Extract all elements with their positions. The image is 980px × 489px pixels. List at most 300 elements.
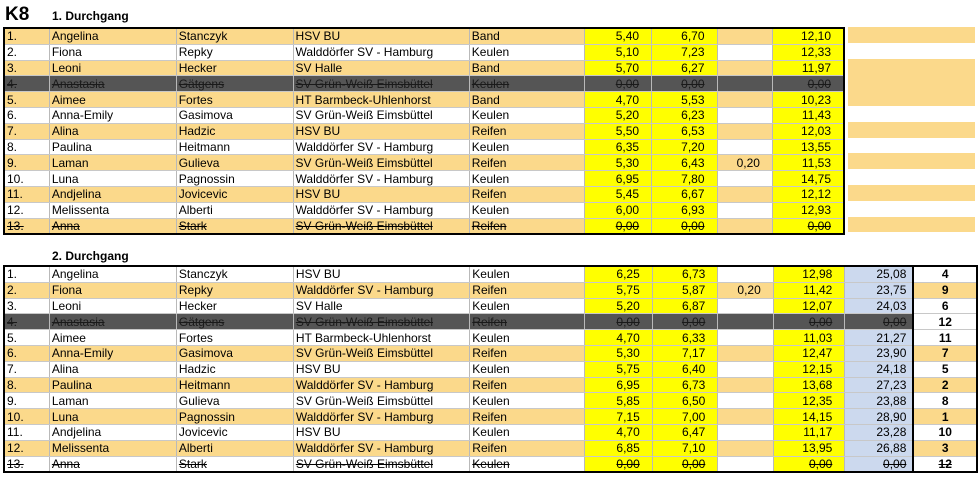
table-row: [4, 298, 977, 314]
round-total: 12,93: [772, 202, 844, 218]
table-row: [4, 330, 977, 346]
d-score: 6,25: [585, 266, 653, 282]
last-name: Repky: [176, 44, 293, 60]
round-total: 11,42: [773, 282, 845, 298]
club-name: SV Grün-Weiß Eimsbüttel: [293, 218, 469, 234]
table-row: [4, 282, 977, 298]
penalty: [717, 186, 772, 202]
start-number: 6.: [4, 345, 49, 361]
club-name: HT Barmbeck-Uhlenhorst: [293, 92, 469, 108]
penalty: [718, 409, 773, 425]
club-name: SV Grün-Weiß Eimsbüttel: [293, 107, 469, 123]
d-score: 5,45: [584, 186, 651, 202]
first-name: Fiona: [49, 44, 176, 60]
start-number: 11.: [4, 424, 49, 440]
overall-sum: 25,08: [845, 266, 914, 282]
e-score: 6,27: [652, 60, 717, 76]
club-name: HSV BU: [293, 361, 469, 377]
penalty: 0,20: [718, 282, 773, 298]
d-score: 5,70: [584, 60, 651, 76]
penalty: [717, 92, 772, 108]
first-name: Angelina: [49, 28, 176, 44]
club-name: Walddörfer SV - Hamburg: [293, 282, 469, 298]
penalty: [717, 139, 772, 155]
d-score: 0,00: [584, 218, 651, 234]
last-name: Hecker: [176, 298, 293, 314]
apparatus: Keulen: [470, 361, 585, 377]
strip-cell: [848, 106, 975, 122]
strip-cell: [848, 74, 975, 90]
apparatus: Keulen: [469, 107, 584, 123]
e-score: 7,23: [652, 44, 717, 60]
rank: 8: [913, 393, 977, 409]
first-name: Anna-Emily: [49, 345, 176, 361]
overall-sum: 23,75: [845, 282, 914, 298]
round-total: 0,00: [772, 76, 844, 92]
penalty: [717, 171, 772, 187]
e-score: 6,93: [652, 202, 717, 218]
round-total: 11,53: [772, 155, 844, 171]
overall-sum: 23,90: [845, 345, 914, 361]
round-total: 0,00: [772, 218, 844, 234]
e-score: 6,50: [652, 393, 718, 409]
penalty: [718, 393, 773, 409]
apparatus: Reifen: [470, 314, 585, 330]
first-name: Melissenta: [49, 440, 176, 456]
d-score: 4,70: [585, 330, 653, 346]
round-total: 12,10: [772, 28, 844, 44]
penalty: [718, 440, 773, 456]
round1-empty-strip: [848, 27, 975, 232]
apparatus: Reifen: [469, 155, 584, 171]
first-name: Andjelina: [49, 186, 176, 202]
e-score: 7,10: [652, 440, 718, 456]
club-name: SV Grün-Weiß Eimsbüttel: [293, 155, 469, 171]
start-number: 8.: [4, 139, 49, 155]
e-score: 6,70: [652, 28, 717, 44]
overall-sum: 23,88: [845, 393, 914, 409]
last-name: Pagnossin: [176, 409, 293, 425]
penalty: [717, 202, 772, 218]
overall-sum: 24,18: [845, 361, 914, 377]
round-total: 11,97: [772, 60, 844, 76]
first-name: Luna: [49, 171, 176, 187]
penalty: [717, 76, 772, 92]
start-number: 10.: [4, 409, 49, 425]
last-name: Gasimova: [176, 345, 293, 361]
club-name: HSV BU: [293, 123, 469, 139]
apparatus: Keulen: [470, 298, 585, 314]
d-score: 5,40: [584, 28, 651, 44]
e-score: 0,00: [652, 218, 717, 234]
e-score: 6,87: [652, 298, 718, 314]
e-score: 6,67: [652, 186, 717, 202]
d-score: 5,50: [584, 123, 651, 139]
d-score: 6,95: [584, 171, 651, 187]
d-score: 5,75: [585, 282, 653, 298]
round1-results-table: [3, 27, 845, 235]
apparatus: Reifen: [469, 123, 584, 139]
overall-sum: 0,00: [845, 314, 914, 330]
apparatus: Keulen: [469, 76, 584, 92]
table-row: [4, 44, 844, 60]
first-name: Laman: [49, 155, 176, 171]
overall-sum: 27,23: [845, 377, 914, 393]
first-name: Aimee: [49, 92, 176, 108]
round2-title: 2. Durchgang: [52, 249, 129, 263]
round-total: 12,15: [773, 361, 845, 377]
d-score: 5,20: [584, 107, 651, 123]
overall-sum: 26,88: [845, 440, 914, 456]
d-score: 5,30: [584, 155, 651, 171]
round-total: 11,43: [772, 107, 844, 123]
last-name: Pagnossin: [176, 171, 293, 187]
table-row: [4, 218, 844, 234]
e-score: 6,47: [652, 424, 718, 440]
last-name: Repky: [176, 282, 293, 298]
overall-sum: 24,03: [845, 298, 914, 314]
rank: 5: [913, 361, 977, 377]
e-score: 7,17: [652, 345, 718, 361]
penalty: [717, 44, 772, 60]
first-name: Aimee: [49, 330, 176, 346]
rank: 11: [913, 330, 977, 346]
last-name: Stanczyk: [176, 266, 293, 282]
start-number: 2.: [4, 282, 49, 298]
start-number: 12.: [4, 440, 49, 456]
e-score: 7,00: [652, 409, 718, 425]
first-name: Andjelina: [49, 424, 176, 440]
overall-sum: 21,27: [845, 330, 914, 346]
round-total: 14,15: [773, 409, 845, 425]
e-score: 6,73: [652, 266, 718, 282]
penalty: [718, 314, 773, 330]
club-name: Walddörfer SV - Hamburg: [293, 409, 469, 425]
d-score: 0,00: [584, 76, 651, 92]
rank: 12: [913, 314, 977, 330]
club-name: HT Barmbeck-Uhlenhorst: [293, 330, 469, 346]
club-name: Walddörfer SV - Hamburg: [293, 377, 469, 393]
table-row: [4, 456, 977, 472]
last-name: Jovicevic: [176, 424, 293, 440]
penalty: [718, 424, 773, 440]
first-name: Fiona: [49, 282, 176, 298]
overall-sum: 28,90: [845, 409, 914, 425]
start-number: 5.: [4, 330, 49, 346]
e-score: 6,40: [652, 361, 718, 377]
table-row: [4, 123, 844, 139]
e-score: 5,87: [652, 282, 718, 298]
first-name: Leoni: [49, 60, 176, 76]
first-name: Melissenta: [49, 202, 176, 218]
table-row: [4, 361, 977, 377]
club-name: SV Grün-Weiß Eimsbüttel: [293, 393, 469, 409]
start-number: 3.: [4, 298, 49, 314]
penalty: [718, 377, 773, 393]
round-total: 13,95: [773, 440, 845, 456]
e-score: 6,53: [652, 123, 717, 139]
club-name: HSV BU: [293, 266, 469, 282]
start-number: 10.: [4, 171, 49, 187]
apparatus: Reifen: [470, 409, 585, 425]
round-total: 13,68: [773, 377, 845, 393]
round-total: 12,35: [773, 393, 845, 409]
club-name: Walddörfer SV - Hamburg: [293, 202, 469, 218]
d-score: 6,00: [584, 202, 651, 218]
table-row: [4, 171, 844, 187]
rank: 12: [913, 456, 977, 472]
round-total: 12,98: [773, 266, 845, 282]
last-name: Hadzic: [176, 361, 293, 377]
last-name: Gätgens: [176, 76, 293, 92]
overall-sum: 0,00: [845, 456, 914, 472]
last-name: Stark: [176, 218, 293, 234]
table-row: [4, 92, 844, 108]
d-score: 4,70: [585, 424, 653, 440]
start-number: 9.: [4, 393, 49, 409]
e-score: 0,00: [652, 76, 717, 92]
club-name: HSV BU: [293, 424, 469, 440]
start-number: 11.: [4, 186, 49, 202]
round-total: 0,00: [773, 314, 845, 330]
start-number: 13.: [4, 218, 49, 234]
rank: 2: [913, 377, 977, 393]
strip-cell: [848, 90, 975, 106]
club-name: Walddörfer SV - Hamburg: [293, 139, 469, 155]
last-name: Gätgens: [176, 314, 293, 330]
strip-cell: [848, 138, 975, 154]
round-total: 12,47: [773, 345, 845, 361]
table-row: [4, 139, 844, 155]
strip-cell: [848, 43, 975, 59]
start-number: 8.: [4, 377, 49, 393]
penalty: [718, 298, 773, 314]
table-row: [4, 186, 844, 202]
table-row: [4, 314, 977, 330]
first-name: Anastasia: [49, 314, 176, 330]
strip-cell: [848, 185, 975, 201]
rank: 10: [913, 424, 977, 440]
last-name: Alberti: [176, 202, 293, 218]
first-name: Paulina: [49, 377, 176, 393]
start-number: 12.: [4, 202, 49, 218]
apparatus: Keulen: [470, 266, 585, 282]
club-name: Walddörfer SV - Hamburg: [293, 171, 469, 187]
last-name: Gulieva: [176, 155, 293, 171]
last-name: Gulieva: [176, 393, 293, 409]
rank: 9: [913, 282, 977, 298]
penalty: [718, 266, 773, 282]
apparatus: Band: [469, 28, 584, 44]
overall-sum: 23,28: [845, 424, 914, 440]
table-row: [4, 424, 977, 440]
start-number: 4.: [4, 76, 49, 92]
round-total: 11,17: [773, 424, 845, 440]
table-row: [4, 440, 977, 456]
strip-cell: [848, 169, 975, 185]
last-name: Stanczyk: [176, 28, 293, 44]
apparatus: Keulen: [469, 44, 584, 60]
first-name: Paulina: [49, 139, 176, 155]
d-score: 5,10: [584, 44, 651, 60]
first-name: Anna: [49, 456, 176, 472]
apparatus: Keulen: [469, 171, 584, 187]
rank: 4: [913, 266, 977, 282]
start-number: 7.: [4, 123, 49, 139]
club-name: SV Grün-Weiß Eimsbüttel: [293, 345, 469, 361]
first-name: Leoni: [49, 298, 176, 314]
penalty: [718, 361, 773, 377]
apparatus: Keulen: [469, 139, 584, 155]
club-name: SV Grün-Weiß Eimsbüttel: [293, 76, 469, 92]
apparatus: Reifen: [470, 282, 585, 298]
table-row: [4, 345, 977, 361]
table-row: [4, 107, 844, 123]
apparatus: Keulen: [470, 330, 585, 346]
start-number: 4.: [4, 314, 49, 330]
penalty: [717, 218, 772, 234]
club-name: SV Halle: [293, 298, 469, 314]
d-score: 5,75: [585, 361, 653, 377]
start-number: 2.: [4, 44, 49, 60]
first-name: Anna-Emily: [49, 107, 176, 123]
d-score: 5,20: [585, 298, 653, 314]
table-row: [4, 393, 977, 409]
round1-title: 1. Durchgang: [52, 9, 129, 23]
e-score: 6,33: [652, 330, 718, 346]
last-name: Hecker: [176, 60, 293, 76]
round-total: 0,00: [773, 456, 845, 472]
first-name: Alina: [49, 123, 176, 139]
last-name: Gasimova: [176, 107, 293, 123]
penalty: [718, 345, 773, 361]
e-score: 0,00: [652, 456, 718, 472]
rank: 6: [913, 298, 977, 314]
first-name: Luna: [49, 409, 176, 425]
last-name: Stark: [176, 456, 293, 472]
start-number: 5.: [4, 92, 49, 108]
start-number: 1.: [4, 266, 49, 282]
penalty: [717, 28, 772, 44]
penalty: [718, 456, 773, 472]
club-name: SV Grün-Weiß Eimsbüttel: [293, 456, 469, 472]
round-total: 12,07: [773, 298, 845, 314]
strip-cell: [848, 217, 975, 233]
club-name: SV Halle: [293, 60, 469, 76]
apparatus: Reifen: [470, 377, 585, 393]
e-score: 7,20: [652, 139, 717, 155]
strip-cell: [848, 59, 975, 75]
d-score: 4,70: [584, 92, 651, 108]
strip-cell: [848, 153, 975, 169]
apparatus: Reifen: [469, 186, 584, 202]
apparatus: Keulen: [469, 202, 584, 218]
start-number: 6.: [4, 107, 49, 123]
last-name: Heitmann: [176, 377, 293, 393]
round2-results-table: [3, 265, 978, 473]
last-name: Heitmann: [176, 139, 293, 155]
start-number: 13.: [4, 456, 49, 472]
table-row: [4, 377, 977, 393]
d-score: 0,00: [585, 456, 653, 472]
table-row: [4, 155, 844, 171]
club-name: Walddörfer SV - Hamburg: [293, 44, 469, 60]
strip-cell: [848, 201, 975, 217]
table-row: [4, 60, 844, 76]
e-score: 0,00: [652, 314, 718, 330]
e-score: 6,23: [652, 107, 717, 123]
last-name: Hadzic: [176, 123, 293, 139]
table-row: [4, 28, 844, 44]
round-total: 13,55: [772, 139, 844, 155]
table-row: [4, 202, 844, 218]
round-total: 12,03: [772, 123, 844, 139]
club-name: SV Grün-Weiß Eimsbüttel: [293, 314, 469, 330]
first-name: Anna: [49, 218, 176, 234]
e-score: 6,73: [652, 377, 718, 393]
table-row: [4, 266, 977, 282]
category-title: K8: [5, 4, 30, 25]
rank: 1: [913, 409, 977, 425]
first-name: Alina: [49, 361, 176, 377]
apparatus: Keulen: [470, 456, 585, 472]
last-name: Jovicevic: [176, 186, 293, 202]
last-name: Fortes: [176, 92, 293, 108]
apparatus: Reifen: [469, 218, 584, 234]
penalty: [717, 123, 772, 139]
club-name: HSV BU: [293, 28, 469, 44]
d-score: 5,30: [585, 345, 653, 361]
round-total: 12,12: [772, 186, 844, 202]
last-name: Fortes: [176, 330, 293, 346]
e-score: 7,80: [652, 171, 717, 187]
start-number: 3.: [4, 60, 49, 76]
round-total: 12,33: [772, 44, 844, 60]
first-name: Laman: [49, 393, 176, 409]
table-row: [4, 76, 844, 92]
apparatus: Reifen: [470, 440, 585, 456]
d-score: 6,35: [584, 139, 651, 155]
apparatus: Reifen: [470, 345, 585, 361]
e-score: 6,43: [652, 155, 717, 171]
d-score: 0,00: [585, 314, 653, 330]
penalty: 0,20: [717, 155, 772, 171]
table-row: [4, 409, 977, 425]
penalty: [718, 330, 773, 346]
d-score: 5,85: [585, 393, 653, 409]
apparatus: Keulen: [470, 424, 585, 440]
club-name: HSV BU: [293, 186, 469, 202]
strip-cell: [848, 122, 975, 138]
first-name: Anastasia: [49, 76, 176, 92]
apparatus: Keulen: [470, 393, 585, 409]
strip-cell: [848, 27, 975, 43]
start-number: 1.: [4, 28, 49, 44]
round-total: 10,23: [772, 92, 844, 108]
d-score: 6,85: [585, 440, 653, 456]
penalty: [717, 107, 772, 123]
rank: 3: [913, 440, 977, 456]
club-name: Walddörfer SV - Hamburg: [293, 440, 469, 456]
e-score: 5,53: [652, 92, 717, 108]
d-score: 6,95: [585, 377, 653, 393]
last-name: Alberti: [176, 440, 293, 456]
start-number: 9.: [4, 155, 49, 171]
apparatus: Band: [469, 92, 584, 108]
rank: 7: [913, 345, 977, 361]
first-name: Angelina: [49, 266, 176, 282]
round-total: 14,75: [772, 171, 844, 187]
